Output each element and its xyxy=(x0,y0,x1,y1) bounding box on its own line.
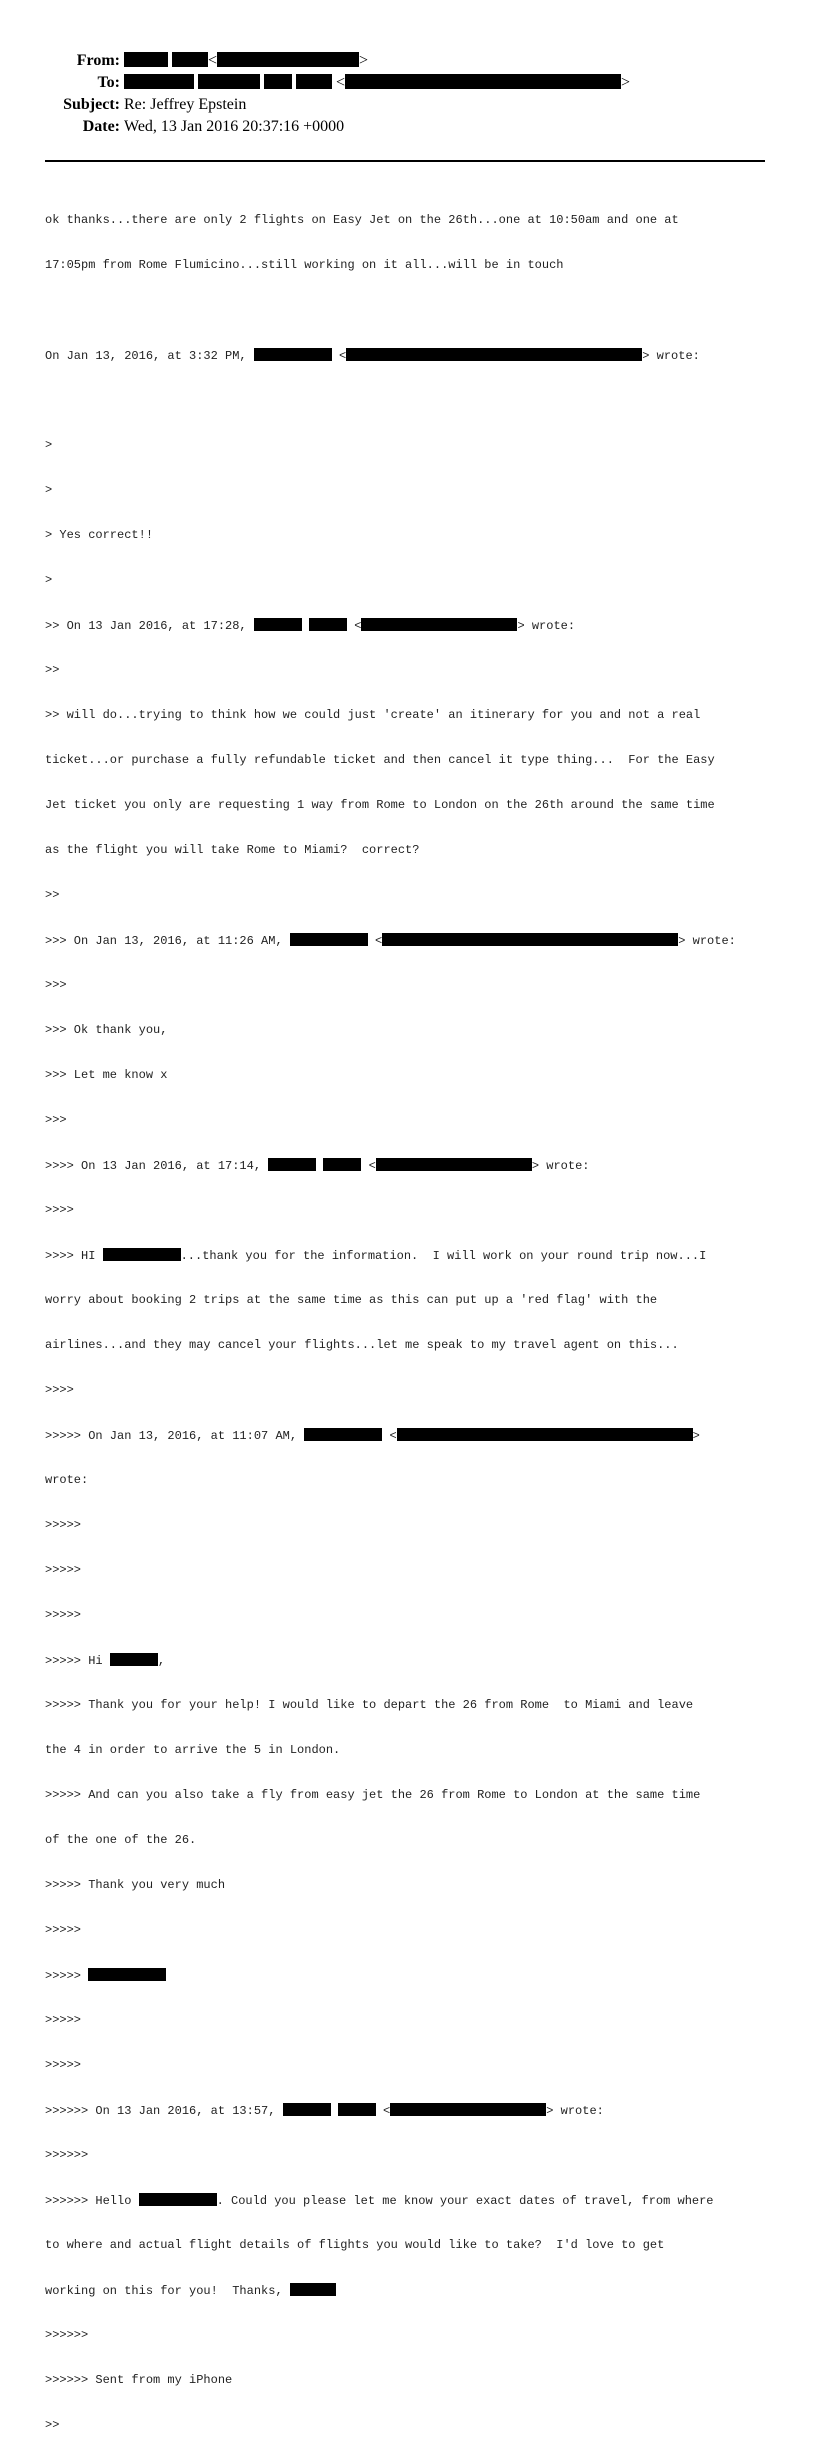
redaction xyxy=(382,933,678,946)
body-text: < xyxy=(375,2104,391,2118)
redaction xyxy=(361,618,517,631)
body-line xyxy=(45,1968,775,1983)
body-text: > wrote: xyxy=(642,349,700,363)
body-line xyxy=(45,348,775,363)
redaction xyxy=(254,618,302,631)
body-line xyxy=(45,933,775,948)
body-line: 17:05pm from Rome Flumicino...still working on it all...will be in touch xyxy=(45,258,564,272)
body-line xyxy=(45,393,775,408)
body-line: airlines...and they may cancel your flights...let me speak to my travel agent on this... xyxy=(45,1338,679,1352)
redaction xyxy=(268,1158,316,1171)
body-text: > wrote: xyxy=(678,934,736,948)
body-text: > wrote: xyxy=(531,1159,590,1173)
redaction xyxy=(345,74,621,89)
body-line: wrote: xyxy=(45,1473,89,1487)
body-line: >>>> xyxy=(45,1203,74,1217)
redaction xyxy=(254,348,332,361)
body-line xyxy=(45,2193,775,2208)
body-line: >> will do...trying to think how we could just 'create' an itinerary for you and not a real xyxy=(45,708,701,722)
body-text: < xyxy=(331,349,347,363)
body-text: ...thank you for the information. I will work on your round trip now...I xyxy=(180,1249,707,1263)
body-line: >>> Ok thank you, xyxy=(45,1023,168,1037)
redaction xyxy=(304,1428,382,1441)
body-text: , xyxy=(157,1654,166,1668)
body-line: as the flight you will take Rome to Miami? correct? xyxy=(45,843,420,857)
header-divider xyxy=(45,160,765,162)
redaction xyxy=(264,74,292,89)
body-text: >> On 13 Jan 2016, at 17:28, xyxy=(45,619,254,633)
body-text: > wrote: xyxy=(517,619,576,633)
body-text: >>>> HI xyxy=(45,1249,103,1263)
body-line: >>>>> Thank you very much xyxy=(45,1878,226,1892)
redaction xyxy=(198,74,260,89)
body-text: . Could you please let me know your exact dates of travel, from where xyxy=(216,2194,714,2208)
redaction xyxy=(390,2103,546,2116)
redaction xyxy=(110,1653,158,1666)
redaction xyxy=(88,1968,166,1981)
body-text: < xyxy=(367,934,383,948)
body-line: >> xyxy=(45,2418,60,2432)
body-line: the 4 in order to arrive the 5 in London. xyxy=(45,1743,341,1757)
body-line: >>>>> xyxy=(45,2013,82,2027)
body-text: >>> On Jan 13, 2016, at 11:26 AM, xyxy=(45,934,290,948)
date-label: Date: xyxy=(82,118,120,135)
body-line: >>>>>> xyxy=(45,2328,89,2342)
subject-label: Subject: xyxy=(63,96,120,113)
email-body xyxy=(45,183,775,2448)
redaction xyxy=(139,2193,217,2206)
body-text: On Jan 13, 2016, at 3:32 PM, xyxy=(45,349,254,363)
from-value: < > xyxy=(124,52,368,70)
body-text: > wrote: xyxy=(546,2104,604,2118)
body-line xyxy=(45,1248,775,1263)
redaction xyxy=(290,933,368,946)
redaction xyxy=(346,348,642,361)
body-line: > Yes correct!! xyxy=(45,528,154,542)
body-line: > xyxy=(45,483,53,497)
redaction xyxy=(290,2283,336,2296)
body-line xyxy=(45,303,775,318)
body-line xyxy=(45,618,775,633)
redaction xyxy=(296,74,332,89)
body-text: < xyxy=(361,1159,376,1173)
body-line: >>>>> xyxy=(45,1608,82,1622)
redaction xyxy=(376,1158,532,1171)
redaction xyxy=(124,74,194,89)
body-line: of the one of the 26. xyxy=(45,1833,197,1847)
redaction xyxy=(172,52,208,67)
body-line: > xyxy=(45,573,53,587)
redaction xyxy=(309,618,347,631)
to-value: < > xyxy=(124,74,630,92)
body-line: >>>>> And can you also take a fly from easy jet the 26 from Rome to London at the same time xyxy=(45,1788,701,1802)
body-text: >>>>>> Hello xyxy=(45,2194,139,2208)
body-text: >>>>> xyxy=(45,1969,89,1983)
body-line: >>>>> xyxy=(45,1563,82,1577)
to-label: To: xyxy=(97,74,120,91)
body-line: to where and actual flight details of flights you would like to take? I'd love to get xyxy=(45,2238,665,2252)
body-line: Jet ticket you only are requesting 1 way from Rome to London on the 26th around the same time xyxy=(45,798,715,812)
body-line: >> xyxy=(45,663,60,677)
body-line xyxy=(45,1158,775,1173)
body-line: >>>> xyxy=(45,1383,74,1397)
body-line xyxy=(45,1428,775,1443)
body-line: >> xyxy=(45,888,60,902)
body-line: >>>>> Thank you for your help! I would like to depart the 26 from Rome to Miami and leave xyxy=(45,1698,694,1712)
body-line: >>> xyxy=(45,978,67,992)
body-text: >>>>> On Jan 13, 2016, at 11:07 AM, xyxy=(45,1429,305,1443)
body-text: < xyxy=(347,619,362,633)
body-line xyxy=(45,2283,775,2298)
redaction xyxy=(103,1248,181,1261)
body-line: >>>>>> Sent from my iPhone xyxy=(45,2373,233,2387)
redaction xyxy=(283,2103,331,2116)
body-line: >>>>> xyxy=(45,1518,82,1532)
body-text: >>>> On 13 Jan 2016, at 17:14, xyxy=(45,1159,269,1173)
redaction xyxy=(338,2103,376,2116)
body-line: worry about booking 2 trips at the same time as this can put up a 'red flag' with the xyxy=(45,1293,658,1307)
redaction xyxy=(124,52,168,67)
body-text: >>>>>> On 13 Jan 2016, at 13:57, xyxy=(45,2104,283,2118)
body-line: >>> xyxy=(45,1113,67,1127)
body-line xyxy=(45,1653,775,1668)
body-text: working on this for you! Thanks, xyxy=(45,2284,290,2298)
body-line: >>>>> xyxy=(45,1923,82,1937)
date-value: Wed, 13 Jan 2016 20:37:16 +0000 xyxy=(124,118,345,135)
body-line: ok thanks...there are only 2 flights on Easy Jet on the 26th...one at 10:50am and one at xyxy=(45,213,679,227)
body-line: ticket...or purchase a fully refundable ticket and then cancel it type thing... For the Easy xyxy=(45,753,715,767)
redaction xyxy=(397,1428,693,1441)
body-text: > xyxy=(692,1429,700,1443)
body-text: < xyxy=(382,1429,397,1443)
body-line: >>>>>> xyxy=(45,2148,89,2162)
body-text: >>>>> Hi xyxy=(45,1654,110,1668)
redaction xyxy=(217,52,359,67)
body-line: >>>>> xyxy=(45,2058,82,2072)
body-line: > xyxy=(45,438,53,452)
body-line: >>> Let me know x xyxy=(45,1068,168,1082)
subject-value: Re: Jeffrey Epstein xyxy=(124,96,247,113)
from-label: From: xyxy=(76,52,120,69)
body-line xyxy=(45,2103,775,2118)
redaction xyxy=(323,1158,361,1171)
